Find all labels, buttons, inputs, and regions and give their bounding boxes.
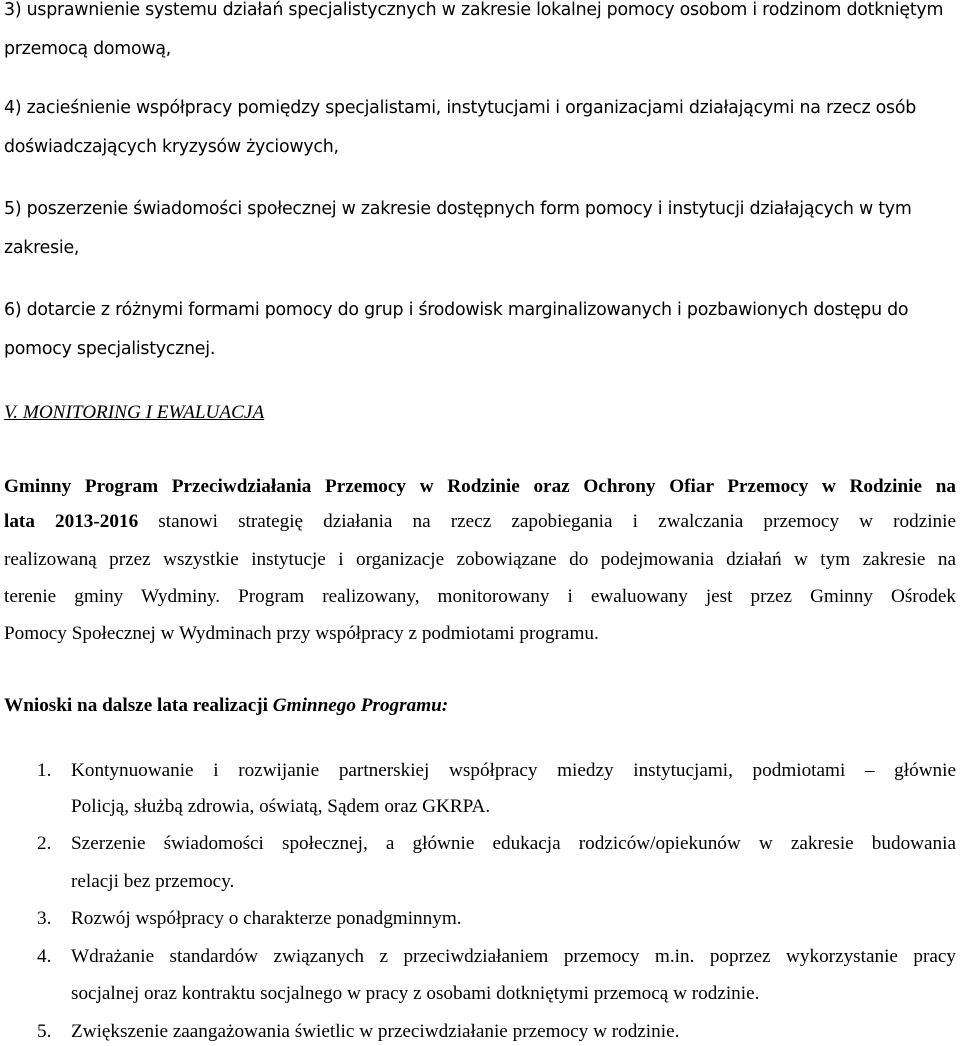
intro-item-3-line2: przemocą domową,: [4, 39, 172, 59]
conclusions-heading-bold: Wnioski na dalsze lata realizacji: [4, 695, 268, 716]
intro-item-5-line2: zakresie,: [4, 238, 80, 258]
list-item-5-line1: Zwiększenie zaangażowania świetlic w przeciwdziałanie przemocy w rodzinie.: [71, 1021, 680, 1042]
intro-item-6-line2: pomocy specjalistycznej.: [4, 339, 216, 359]
paragraph-line1: Gminny Program Przeciwdziałania Przemocy w Rodzinie oraz Ochrony Ofiar Przemocy w Rodzinie na: [4, 476, 956, 497]
list-item-number: 4.: [37, 946, 52, 967]
paragraph-line2: [4, 512, 956, 531]
section-number: V.: [4, 402, 19, 423]
list-item-3-line1: Rozwój współpracy o charakterze ponadgminnym.: [71, 908, 462, 929]
intro-item-4-line1: 4) zacieśnienie współpracy pomiędzy specjalistami, instytucjami i organizacjami działającymi na rzecz osób: [4, 98, 917, 118]
list-item-number: 5.: [37, 1021, 52, 1042]
list-item-2-line2: relacji bez przemocy.: [71, 871, 235, 892]
paragraph-line2-rest: stanowi strategię działania na rzecz zapobiegania i zwalczania przemocy w rodzinie: [158, 511, 956, 532]
list-item-2-line1: Szerzenie świadomości społecznej, a głównie edukacja rodziców/opiekunów w zakresie budowania: [71, 833, 956, 854]
intro-item-5-line1: 5) poszerzenie świadomości społecznej w zakresie dostępnych form pomocy i instytucji działających w tym: [4, 199, 912, 219]
paragraph-line4: terenie gminy Wydminy. Program realizowany, monitorowany i ewaluowany jest przez Gminny Ośrodek: [4, 586, 956, 607]
list-item-number: 3.: [37, 908, 52, 929]
list-item-number: 2.: [37, 833, 52, 854]
list-item-4-line1: Wdrażanie standardów związanych z przeciwdziałaniem przemocy m.in. poprzez wykorzystanie pracy: [71, 946, 956, 967]
list-item-4-line2: socjalnej oraz kontraktu socjalnego w pracy z osobami dotkniętymi przemocą w rodzinie.: [71, 983, 760, 1004]
list-item-1-line1: Kontynuowanie i rozwijanie partnerskiej współpracy miedzy instytucjami, podmiotami – głównie: [71, 760, 956, 781]
paragraph-line3: realizowaną przez wszystkie instytucje i organizacje zobowiązane do podejmowania działań w tym zakresie na: [4, 549, 956, 570]
program-years: lata 2013-2016: [4, 511, 139, 532]
section-title: MONITORING I EWALUACJA: [22, 402, 265, 423]
paragraph-line5: Pomocy Społecznej w Wydminach przy współpracy z podmiotami programu.: [4, 623, 599, 644]
list-item-1-line2: Policją, służbą zdrowia, oświatą, Sądem oraz GKRPA.: [71, 796, 491, 817]
conclusions-heading-italic: Gminnego Programu:: [272, 695, 449, 716]
list-item-number: 1.: [37, 760, 52, 781]
intro-item-6-line1: 6) dotarcie z różnymi formami pomocy do grup i środowisk marginalizowanych i pozbawionych dostępu do: [4, 300, 909, 320]
section-heading: [4, 403, 264, 422]
intro-item-4-line2: doświadczających kryzysów życiowych,: [4, 137, 339, 157]
intro-item-3-line1: 3) usprawnienie systemu działań specjalistycznych w zakresie lokalnej pomocy osobom i rodzinom dotkniętym: [4, 0, 944, 20]
conclusions-heading: [4, 696, 448, 715]
